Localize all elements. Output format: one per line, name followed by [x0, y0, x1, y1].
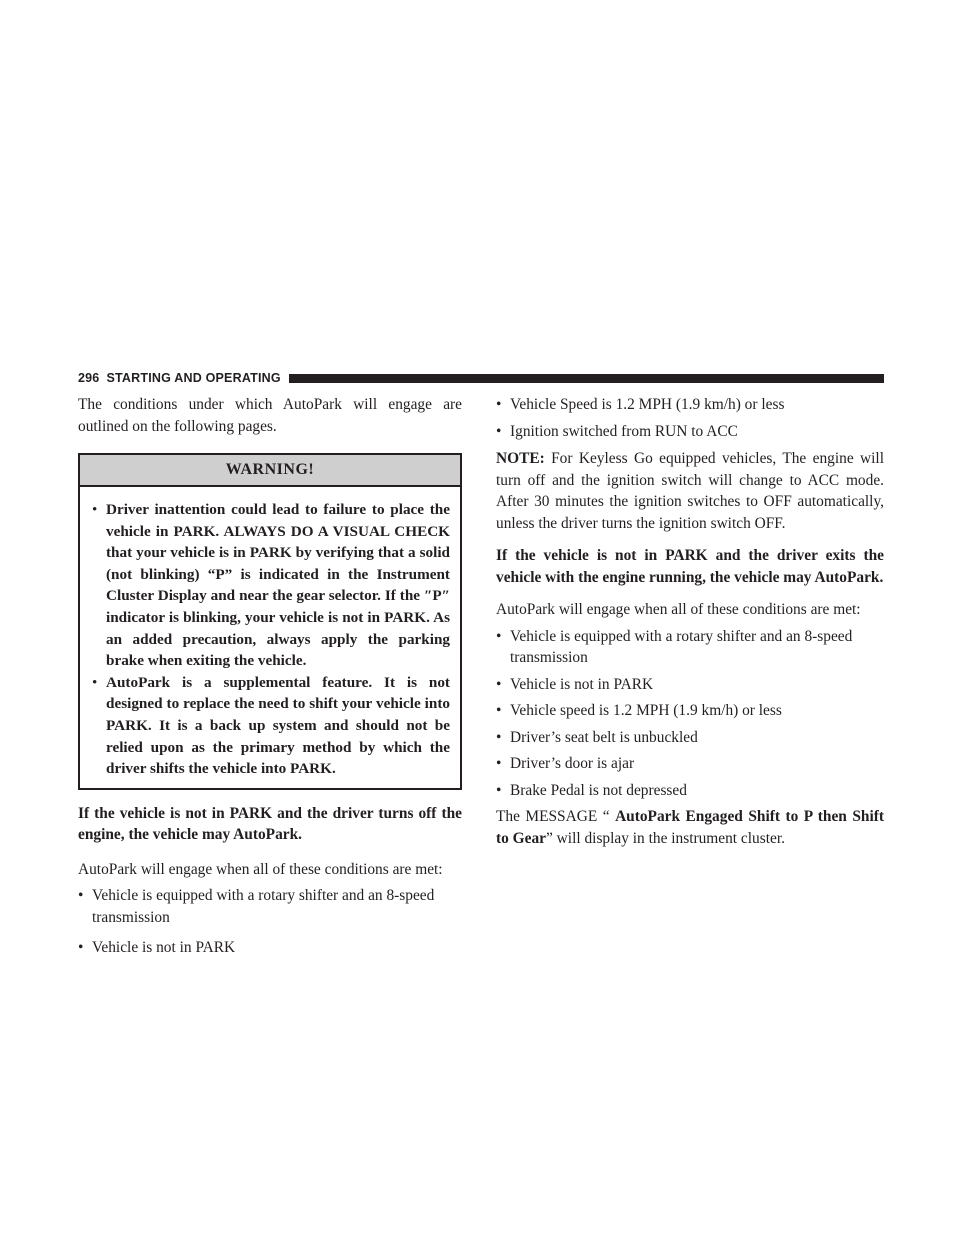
bold-paragraph: If the vehicle is not in PARK and the driver turns off the engine, the vehicle may AutoPark. [78, 804, 462, 844]
page-header [78, 370, 884, 386]
note-text: For Keyless Go equipped vehicles, The engine will turn off and the ignition switch will change to ACC mode. After 30 minutes the ignition switches to OFF automatically, unless the driver turns the ignition switch OFF. [496, 450, 884, 532]
bullet-icon: • [496, 702, 502, 719]
warning-item [92, 499, 450, 672]
header-rule [289, 374, 884, 383]
bullet-icon: • [496, 627, 502, 645]
list-item: • Ignition switched from RUN to ACC [496, 421, 884, 443]
bullet-icon: • [496, 728, 502, 746]
bullet-icon: • [496, 396, 502, 413]
bullet-icon: • [496, 675, 502, 693]
warning-item-text: AutoPark is a supplemental feature. It is not designed to replace the need to shift your vehicle into PARK. It is a back up system and should not be relied upon as the primary method by which the driver shifts the vehicle into PARK. [106, 673, 450, 778]
bullet-icon: • [496, 781, 502, 799]
warning-title: WARNING! [80, 455, 460, 487]
bold-paragraph: If the vehicle is not in PARK and the driver exits the vehicle with the engine running, the vehicle may AutoPark. [496, 547, 884, 586]
list-item: • Vehicle is equipped with a rotary shifter and an 8-speed transmission [78, 887, 435, 926]
page-number: 296 [78, 371, 100, 385]
warning-item [92, 672, 450, 780]
message-paragraph: The MESSAGE “ AutoPark Engaged Shift to P then Shift to Gear” will display in the instrument cluster. [496, 808, 885, 847]
warning-box [78, 453, 462, 790]
list-item: • Driver’s door is ajar [496, 753, 884, 775]
conditions-intro: AutoPark will engage when all of these conditions are met: [496, 601, 861, 618]
bullet-icon: • [78, 887, 84, 905]
message-text: AutoPark Engaged Shift to P then Shift to Gear [496, 808, 885, 847]
list-item: • Vehicle is not in PARK [496, 674, 884, 696]
intro-paragraph: The conditions under which AutoPark will engage are outlined on the following pages. [78, 396, 462, 435]
left-column [78, 394, 462, 959]
bullet-icon: • [92, 673, 98, 691]
note-label: NOTE: [496, 450, 545, 467]
list-item: • Driver’s seat belt is unbuckled [496, 727, 884, 749]
bullet-icon: • [496, 755, 502, 772]
list-item: • Vehicle Speed is 1.2 MPH (1.9 km/h) or less [496, 394, 884, 416]
conditions-intro: AutoPark will engage when all of these conditions are met: [78, 860, 443, 878]
right-column [496, 394, 884, 849]
list-item: • Vehicle speed is 1.2 MPH (1.9 km/h) or less [496, 700, 884, 722]
note-paragraph [496, 448, 884, 534]
warning-body [80, 487, 460, 788]
list-item: • Vehicle is equipped with a rotary shifter and an 8-speed transmission [496, 627, 853, 666]
bullet-icon: • [78, 939, 84, 957]
section-title: STARTING AND OPERATING [106, 371, 281, 385]
list-item: • Brake Pedal is not depressed [496, 780, 884, 802]
list-item: • Vehicle is not in PARK [78, 937, 462, 959]
warning-item-text: Driver inattention could lead to failure to place the vehicle in PARK. ALWAYS DO A VISUAL CHECK that your vehicle is in PARK by verifying that a solid (not blinking) “P” is indicated in the Instrument Cluster Display and near the gear selector. If the ″P″ indicator is blinking, your vehicle is not in PARK. As an added precaution, always apply the parking brake when exiting the vehicle. [106, 501, 450, 670]
bullet-icon: • [496, 422, 502, 440]
bullet-icon: • [92, 501, 98, 518]
